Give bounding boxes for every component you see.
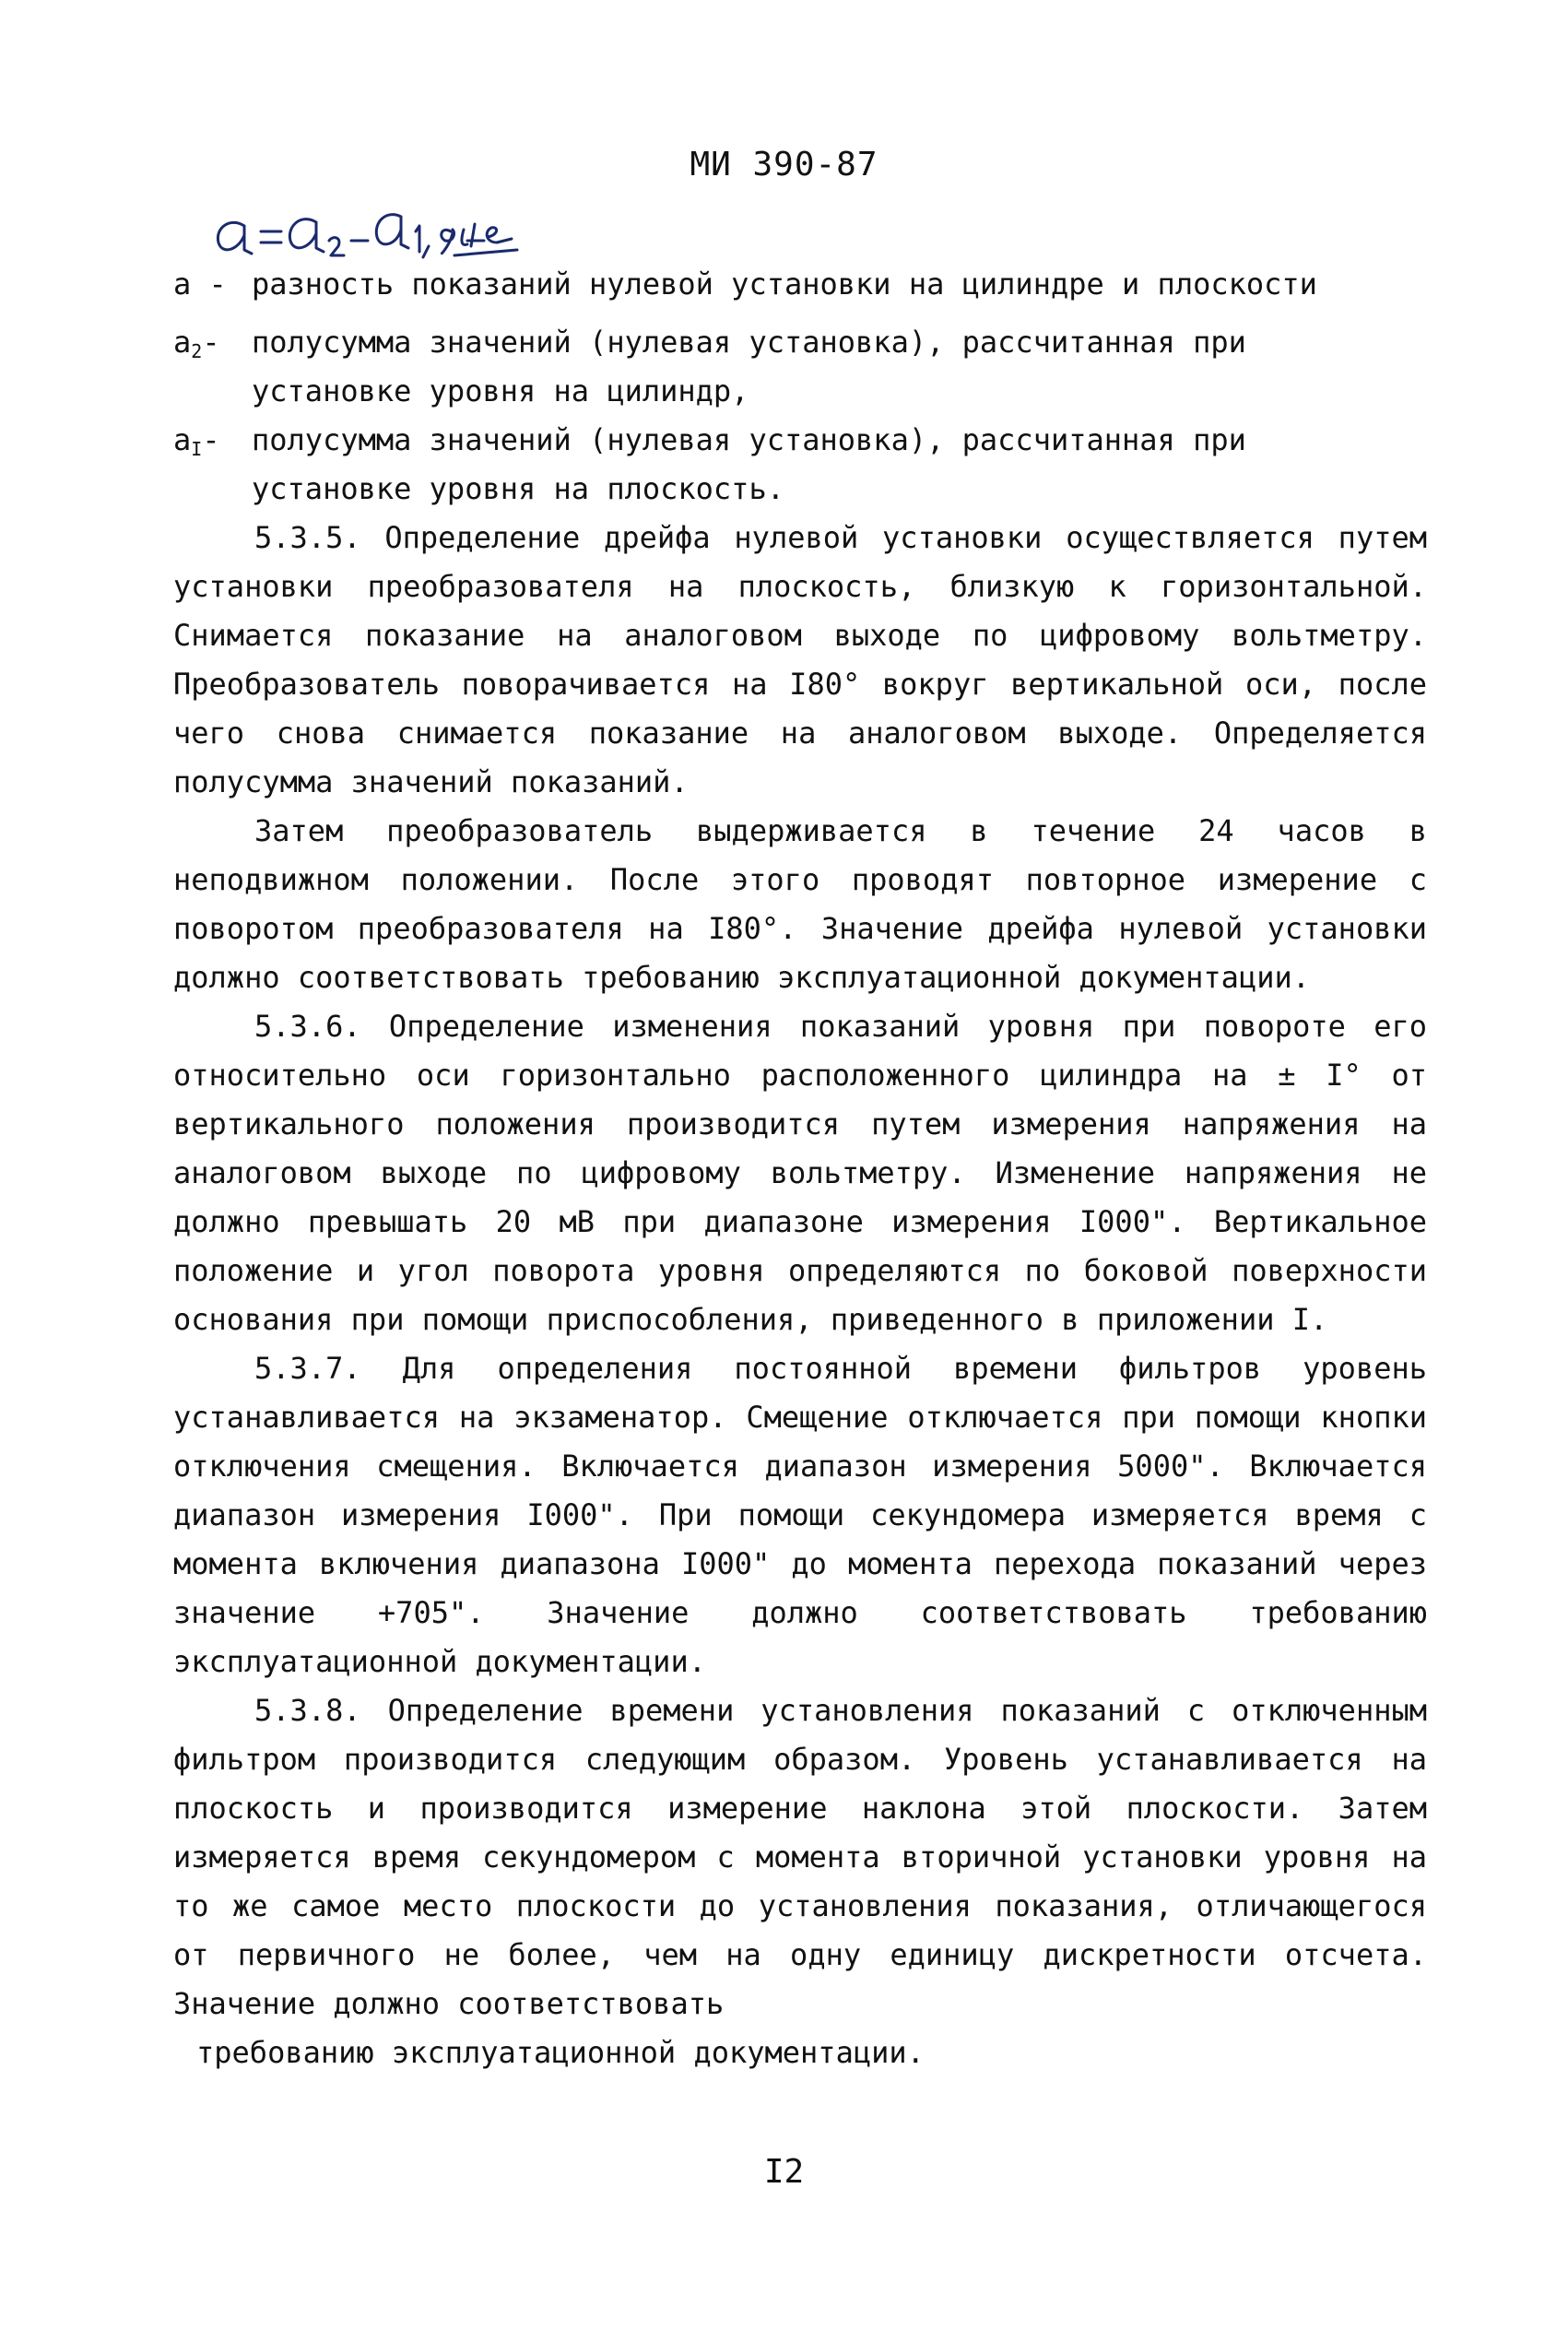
definition-item: [173, 318, 1427, 416]
paragraph-5-3-8: 5.3.8. Определение времени установления показаний с отключенным фильтром производится следующим образом. Уровень устанавливается на плоскость и производится измерение наклона этой плоскости. Затем измеряется время секундомером с момента вторичной установки уровня на то же самое место плоскости до установления показания, отличающегося от первичного не более, чем на одну единицу дискретности отсчета. Значение должно соответствовать: [173, 1693, 1427, 2021]
definition-symbol: а -: [173, 266, 227, 302]
paragraph-5-3-7: 5.3.7. Для определения постоянной времени фильтров уровень устанавливается на экзаменатор. Смещение отключается при помощи кнопки отключения смещения. Включается диапазон измерения 5000". Включается диапазон измерения I000". При помощи секундомера измеряется время с момента включения диапазона I000" до момента перехода показаний через значение +705". Значение должно соответствовать требованию эксплуатационной документации.: [173, 1351, 1427, 1679]
definition-symbol: $а_2-$: [173, 325, 220, 362]
definition-item: [173, 260, 1427, 318]
document-header: МИ 390-87: [690, 146, 878, 183]
definition-symbol: $а_I-$: [173, 422, 220, 460]
definition-text: разность показаний нулевой установки на цилиндре и плоскости: [252, 266, 1317, 302]
document-body: [173, 260, 1427, 2077]
page-number: I2: [763, 2153, 805, 2191]
paragraph-5-3-8-last-line: требованию эксплуатационной документации.: [196, 2035, 925, 2070]
definition-text: полусумма значений (нулевая установка), рассчитанная при установке уровня на плоскость.: [252, 422, 1246, 506]
paragraph-5-3-5-continued: Затем преобразователь выдерживается в течение 24 часов в неподвижном положении. После этого проводят повторное измерение с поворотом преобразователя на I80°. Значение дрейфа нулевой установки должно соответствовать требованию эксплуатационной документации.: [173, 813, 1427, 995]
definition-item: [173, 416, 1427, 514]
definition-text: полусумма значений (нулевая установка), рассчитанная при установке уровня на цилиндр,: [252, 325, 1246, 408]
handwritten-formula-drawing: [207, 189, 558, 263]
paragraph-5-3-5: 5.3.5. Определение дрейфа нулевой установки осуществляется путем установки преобразователя на плоскость, близкую к горизонтальной. Снимается показание на аналоговом выходе по цифровому вольтметру. Преобразователь поворачивается на I80° вокруг вертикальной оси, после чего снова снимается показание на аналоговом выходе. Определяется полусумма значений показаний.: [173, 520, 1427, 799]
paragraph-5-3-6: 5.3.6. Определение изменения показаний уровня при повороте его относительно оси горизонтально расположенного цилиндра на ± I° от вертикального положения производится путем измерения напряжения на аналоговом выходе по цифровому вольтметру. Изменение напряжения не должно превышать 20 мВ при диапазоне измерения I000". Вертикальное положение и угол поворота уровня определяются по боковой поверхности основания при помощи приспособления, приведенного в приложении I.: [173, 1009, 1427, 1337]
handwritten-formula: [207, 189, 558, 263]
